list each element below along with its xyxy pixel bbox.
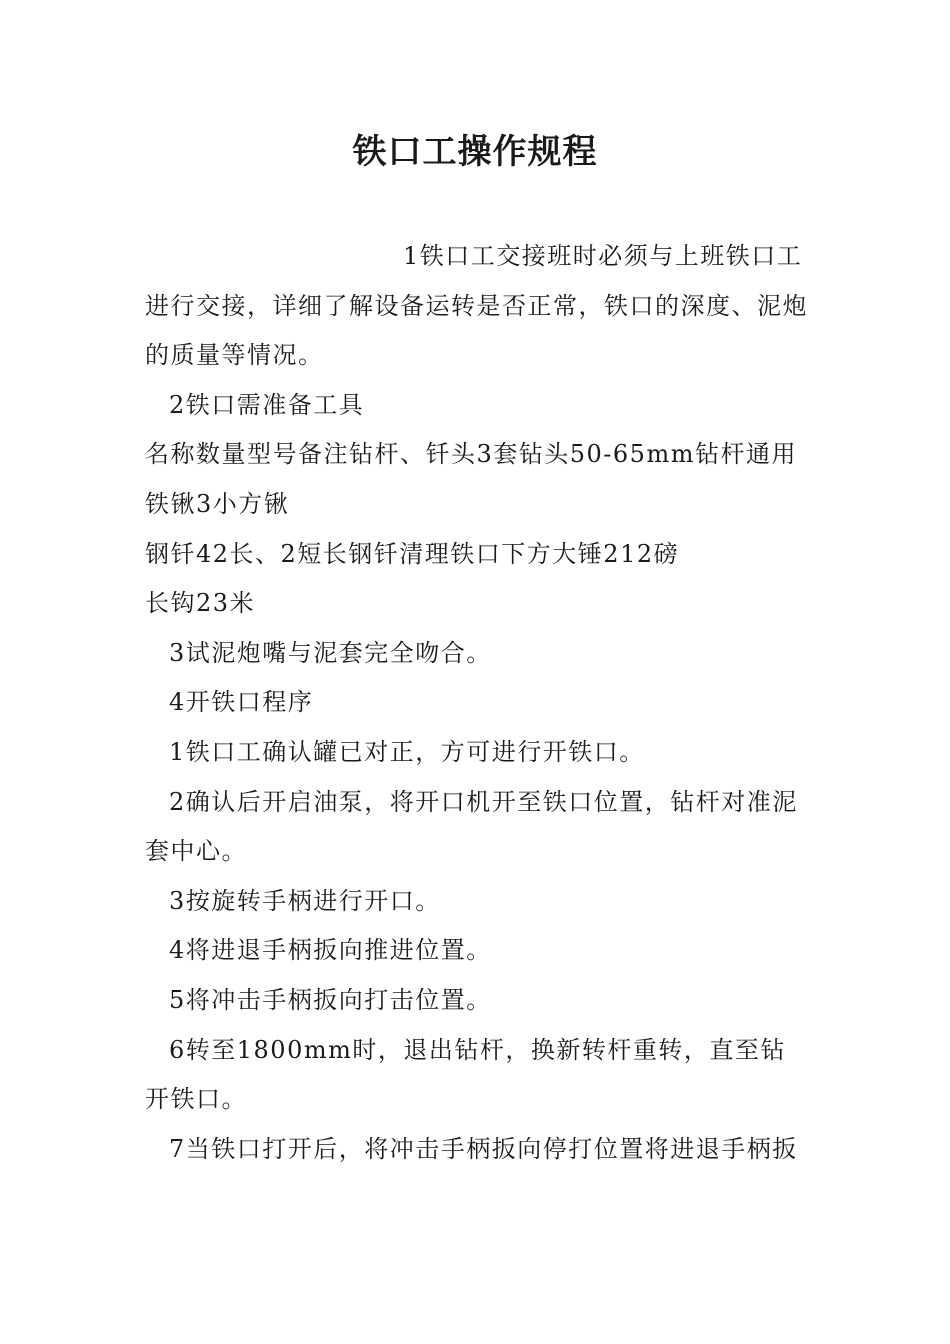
paragraph-tools-heading: 2铁口需准备工具 (169, 390, 365, 419)
paragraph-procedure-heading: 4开铁口程序 (169, 688, 314, 717)
paragraph-test-mud-gun: 3试泥炮嘴与泥套完全吻合。 (169, 638, 492, 667)
paragraph-step-1: 1铁口工确认罐已对正，方可进行开铁口。 (169, 737, 645, 766)
paragraph-step-7: 7当铁口打开后，将冲击手柄扳向停打位置将进退手柄扳 (169, 1134, 798, 1163)
paragraph-step-6: 6转至1800mm时，退出钻杆，换新转杆重转，直至钻开铁口。 (145, 1035, 786, 1114)
paragraph-tools-list-2: 钢钎42长、2短长钢钎清理铁口下方大锤212磅 (145, 539, 680, 568)
paragraph-step-4: 4将进退手柄扳向推进位置。 (169, 936, 492, 965)
document-body (145, 232, 810, 1174)
document-title: 铁口工操作规程 (352, 132, 598, 172)
paragraph-tools-list-1: 名称数量型号备注钻杆、钎头3套钻头50-65mm钻杆通用铁锹3小方锹 (145, 440, 797, 518)
paragraph-handover: 1铁口工交接班时必须与上班铁口工进行交接，详细了解设备运转是否正常，铁口的深度、泥炮的质量等情况。 (145, 242, 808, 370)
paragraph-step-3: 3按旋转手柄进行开口。 (169, 886, 441, 915)
paragraph-step-5: 5将冲击手柄扳向打击位置。 (169, 985, 492, 1014)
paragraph-tools-list-3: 长钩23米 (145, 589, 256, 618)
paragraph-step-2: 2确认后开启油泵，将开口机开至铁口位置，钻杆对准泥套中心。 (145, 787, 798, 866)
